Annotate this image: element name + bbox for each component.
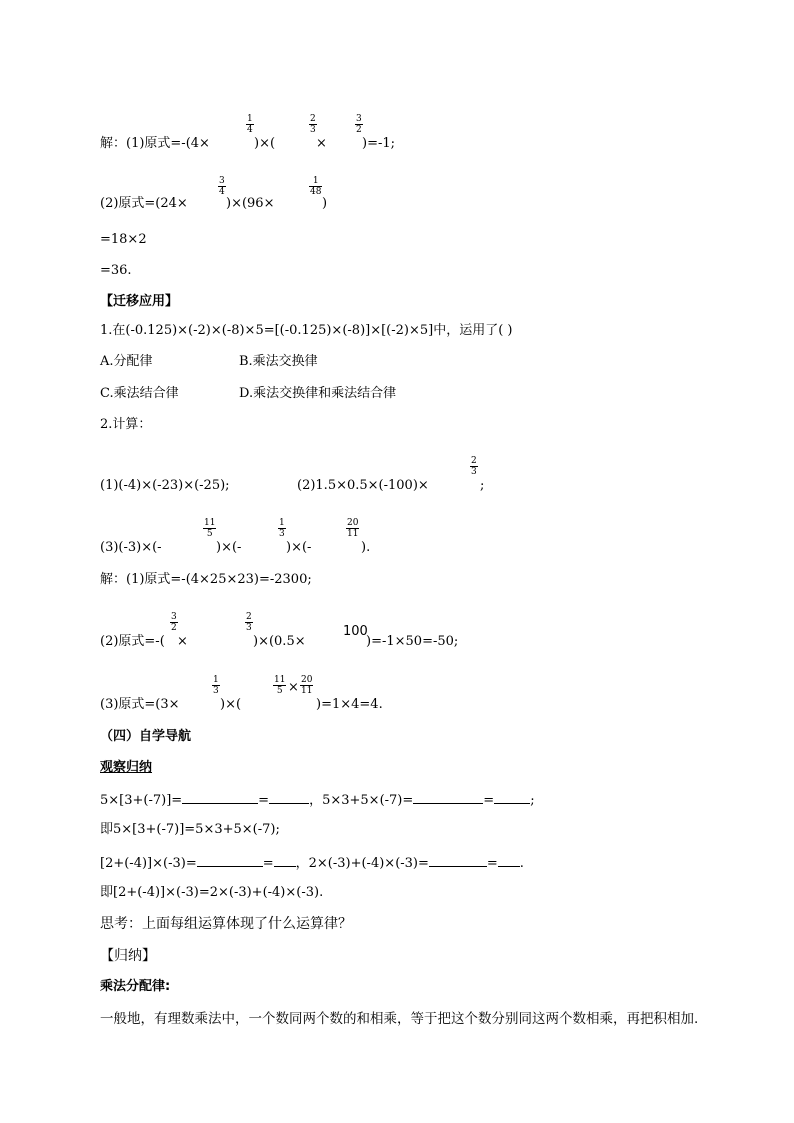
text-segment: )=1×4=4. [316,697,383,712]
section-4-heading: （四）自学导航 [100,729,192,744]
solution-1-line-2: (2)原式=(24× [100,196,188,211]
fraction-denominator: 4 [219,187,225,197]
answer-blank[interactable] [274,854,296,867]
text-segment: )×(96× [226,196,275,211]
think-prompt: 思考：上面每组运算体现了什么运算律？ [100,916,352,932]
text-segment: × [288,680,299,695]
text-segment: )=-1×50=-50; [366,634,459,649]
fraction [170,612,178,633]
text-segment: = [486,856,498,871]
solution-2-line-3: (3)原式=(3× [100,697,180,712]
answer-blank[interactable] [429,854,487,867]
text-segment: )×( [220,697,242,712]
fraction-numerator: 1 [312,176,319,186]
fraction [355,114,363,135]
fraction-numerator: 20 [347,518,359,528]
fraction-numerator: 20 [301,675,313,685]
text-segment: = [483,793,495,808]
fraction-numerator: 3 [219,176,225,186]
text-segment: ，5×3+5×(-7)= [309,793,414,808]
observation-1 [100,791,535,809]
text-segment: 解：(1)原式=-(4× [100,136,210,151]
text-segment: × [316,136,327,151]
question-2-part-1: (1)(-4)×(-23)×(-25); [100,478,230,493]
solution-1-line-4: =36. [100,263,132,278]
fraction-denominator: 11 [301,686,313,696]
text-segment: ; [530,793,535,808]
fraction-numerator: 1 [247,114,253,124]
answer-blank[interactable] [197,854,263,867]
fraction-numerator: 11 [204,518,216,528]
fraction-denominator: 2 [171,623,177,633]
text-segment: ) [322,196,328,211]
option-d: D.乘法交换律和乘法结合律 [239,386,397,401]
answer-blank[interactable] [494,791,530,804]
fraction [309,176,322,197]
fraction-denominator: 4 [247,125,253,135]
fraction-numerator: 3 [171,612,177,622]
text-segment: × [177,634,188,649]
fraction-numerator: 11 [274,675,286,685]
solution-1-line-3: =18×2 [100,232,147,247]
text-segment: [2+(-4)]×(-3)= [100,856,197,871]
observation-3 [100,854,524,872]
text-segment: )×(- [216,540,242,555]
fraction [218,176,226,197]
fraction [309,114,317,135]
question-1: 1.在(-0.125)×(-2)×(-8)×5=[(-0.125)×(-8)]×[(-2)×5]中，运用了( ) [100,323,513,338]
fraction-numerator: 2 [471,456,477,466]
number-100: 100 [343,624,368,639]
text-segment: 5×[3+(-7)]= [100,793,183,808]
text-segment: = [262,856,274,871]
text-segment: )×(- [286,540,312,555]
fraction [212,675,220,696]
text-segment: ，2×(-3)+(-4)×(-3)= [295,856,429,871]
fraction-numerator: 1 [279,518,285,528]
fraction-denominator: 2 [356,125,362,135]
fraction [278,518,286,539]
observation-4: 即[2+(-4)]×(-3)=2×(-3)+(-4)×(-3). [100,885,324,900]
fraction-denominator: 5 [276,686,283,696]
fraction [246,114,254,135]
fraction-numerator: 2 [310,114,316,124]
answer-blank[interactable] [413,791,483,804]
text-segment: )×(0.5× [253,634,306,649]
fraction [470,456,478,477]
transfer-heading: 【迁移应用】 [100,294,179,309]
text-segment: ). [361,540,371,555]
option-b: B.乘法交换律 [239,354,318,369]
law-text: 一般地，有理数乘法中，一个数同两个数的和相乘，等于把这个数分别同这两个数相乘，再把积相加. [100,1011,699,1027]
fraction-denominator: 5 [206,529,213,539]
fraction-numerator: 2 [246,612,252,622]
text-segment: )×( [254,136,276,151]
fraction-numerator: 3 [356,114,362,124]
text-segment: . [519,856,524,871]
subheading-observe: 观察归纳 [100,760,153,775]
fraction [300,675,313,696]
fraction-denominator: 3 [246,623,252,633]
question-2-part-3: (3)(-3)×(- [100,540,162,555]
fraction-denominator: 3 [471,467,477,477]
text-segment: ; [480,478,485,493]
fraction [203,518,216,539]
question-2-part-2: (2)1.5×0.5×(-100)× [297,478,429,493]
option-c: C.乘法结合律 [100,386,179,401]
answer-blank[interactable] [498,854,520,867]
fraction-denominator: 11 [347,529,359,539]
fraction [346,518,359,539]
fraction [245,612,253,633]
fraction [273,675,286,696]
answer-blank[interactable] [182,791,258,804]
summary-heading: 【归纳】 [100,948,156,964]
solution-1-line-1 [100,136,210,152]
fraction-denominator: 3 [310,125,316,135]
solution-2-line-1: 解：(1)原式=-(4×25×23)=-2300; [100,572,312,587]
answer-blank[interactable] [269,791,309,804]
fraction-numerator: 1 [213,675,219,685]
question-2: 2.计算： [100,417,152,432]
fraction-denominator: 3 [279,529,285,539]
text-segment: )=-1; [362,136,396,151]
option-a: A.分配律 [100,354,153,369]
fraction-denominator: 48 [310,187,322,197]
text-segment: = [258,793,270,808]
observation-2: 即5×[3+(-7)]=5×3+5×(-7); [100,822,280,837]
law-title: 乘法分配律: [100,979,171,994]
solution-2-line-2: (2)原式=-( [100,634,165,649]
fraction-denominator: 3 [213,686,219,696]
